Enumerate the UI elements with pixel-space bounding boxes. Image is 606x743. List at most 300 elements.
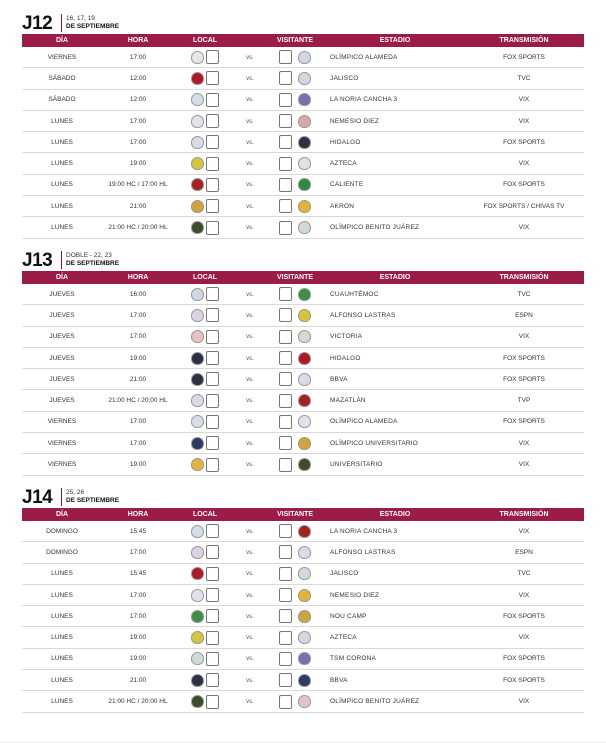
vs-label: vs.	[246, 225, 254, 232]
local-score-box[interactable]	[206, 567, 219, 581]
versus	[236, 217, 264, 238]
match-row	[22, 648, 584, 669]
vs-label: vs.	[246, 312, 254, 319]
local-crest-icon	[191, 546, 204, 559]
broadcaster: ESPN	[464, 305, 584, 326]
local-team	[174, 584, 236, 605]
away-score-box[interactable]	[279, 178, 292, 192]
away-score-box[interactable]	[279, 221, 292, 235]
local-team	[174, 89, 236, 110]
jornada-title: J12	[22, 13, 53, 34]
local-team	[174, 411, 236, 432]
match-day: VIERNES	[22, 433, 102, 454]
match-time: 12:00	[102, 89, 174, 110]
away-team	[264, 627, 326, 648]
vs-label: vs.	[246, 139, 254, 146]
versus	[236, 411, 264, 432]
away-score-box[interactable]	[279, 135, 292, 149]
match-row	[22, 217, 584, 238]
local-score-box[interactable]	[206, 71, 219, 85]
away-crest-icon	[298, 525, 311, 538]
stadium: HIDALGO	[326, 132, 464, 153]
match-day: LUNES	[22, 563, 102, 584]
local-score-box[interactable]	[206, 114, 219, 128]
away-score-box[interactable]	[279, 308, 292, 322]
match-row	[22, 196, 584, 217]
versus	[236, 691, 264, 712]
versus	[236, 89, 264, 110]
header-hora: HORA	[102, 34, 174, 47]
match-row	[22, 174, 584, 195]
away-crest-icon	[298, 51, 311, 64]
local-score-box[interactable]	[206, 221, 219, 235]
local-team	[174, 305, 236, 326]
versus	[236, 454, 264, 475]
match-day: JUEVES	[22, 326, 102, 347]
versus	[236, 433, 264, 454]
match-row	[22, 68, 584, 89]
match-day: LUNES	[22, 153, 102, 174]
vs-label: vs.	[246, 419, 254, 426]
stadium: ALFONSO LASTRAS	[326, 305, 464, 326]
broadcaster: VIX	[464, 153, 584, 174]
away-score-box[interactable]	[279, 71, 292, 85]
match-row	[22, 110, 584, 131]
match-day: LUNES	[22, 217, 102, 238]
header-row	[22, 271, 584, 284]
broadcaster: TVC	[464, 68, 584, 89]
match-row	[22, 369, 584, 390]
away-score-box[interactable]	[279, 114, 292, 128]
local-team	[174, 174, 236, 195]
versus	[236, 153, 264, 174]
match-row	[22, 691, 584, 712]
local-score-box[interactable]	[206, 157, 219, 171]
match-row	[22, 153, 584, 174]
header-row	[22, 34, 584, 47]
away-team	[264, 326, 326, 347]
local-crest-icon	[191, 373, 204, 386]
vs-label: vs.	[246, 440, 254, 447]
away-crest-icon	[298, 610, 311, 623]
away-team	[264, 606, 326, 627]
local-score-box[interactable]	[206, 93, 219, 107]
local-score-box[interactable]	[206, 545, 219, 559]
local-score-box[interactable]	[206, 372, 219, 386]
away-team	[264, 691, 326, 712]
broadcaster: FOX SPORTS	[464, 670, 584, 691]
away-score-box[interactable]	[279, 157, 292, 171]
match-day: JUEVES	[22, 347, 102, 368]
away-score-box[interactable]	[279, 631, 292, 645]
local-score-box[interactable]	[206, 415, 219, 429]
match-day: DOMINGO	[22, 542, 102, 563]
local-team	[174, 691, 236, 712]
away-crest-icon	[298, 115, 311, 128]
local-score-box[interactable]	[206, 394, 219, 408]
away-crest-icon	[298, 288, 311, 301]
header-dia: DÍA	[22, 34, 102, 47]
match-row	[22, 284, 584, 305]
header-local: LOCAL	[174, 508, 236, 521]
header-local: LOCAL	[174, 271, 236, 284]
match-row	[22, 132, 584, 153]
match-time: 17:00	[102, 47, 174, 68]
away-crest-icon	[298, 631, 311, 644]
match-time: 15:45	[102, 563, 174, 584]
match-time: 12:00	[102, 68, 174, 89]
stadium: LA NORIA CANCHA 3	[326, 89, 464, 110]
match-day: JUEVES	[22, 390, 102, 411]
away-crest-icon	[298, 373, 311, 386]
stadium: HIDALGO	[326, 347, 464, 368]
away-score-box[interactable]	[279, 673, 292, 687]
jornada-dates	[66, 15, 119, 31]
stadium: ALFONSO LASTRAS	[326, 542, 464, 563]
stadium: MAZATLÁN	[326, 390, 464, 411]
away-score-box[interactable]	[279, 372, 292, 386]
match-day: JUEVES	[22, 284, 102, 305]
match-row	[22, 670, 584, 691]
away-crest-icon	[298, 674, 311, 687]
stadium: OLÍMPICO ALAMEDA	[326, 411, 464, 432]
away-team	[264, 390, 326, 411]
away-team	[264, 153, 326, 174]
away-crest-icon	[298, 200, 311, 213]
match-time: 19:00	[102, 347, 174, 368]
versus	[236, 68, 264, 89]
away-score-box[interactable]	[279, 93, 292, 107]
broadcaster: FOX SPORTS	[464, 606, 584, 627]
away-score-box[interactable]	[279, 199, 292, 213]
away-score-box[interactable]	[279, 695, 292, 709]
header-hora: HORA	[102, 271, 174, 284]
match-time: 21:00 HC / 20:00 HL	[102, 390, 174, 411]
away-score-box[interactable]	[279, 524, 292, 538]
local-team	[174, 648, 236, 669]
local-crest-icon	[191, 309, 204, 322]
match-time: 21:00 HC / 20:00 HL	[102, 217, 174, 238]
local-crest-icon	[191, 136, 204, 149]
local-crest-icon	[191, 51, 204, 64]
local-score-box[interactable]	[206, 458, 219, 472]
header-transmision: TRANSMISIÓN	[464, 34, 584, 47]
away-score-box[interactable]	[279, 458, 292, 472]
header-estadio: ESTADIO	[326, 271, 464, 284]
away-team	[264, 454, 326, 475]
away-crest-icon	[298, 178, 311, 191]
broadcaster: TVP	[464, 390, 584, 411]
versus	[236, 196, 264, 217]
stadium: OLÍMPICO BENITO JUÁREZ	[326, 691, 464, 712]
local-team	[174, 68, 236, 89]
vs-label: vs.	[246, 182, 254, 189]
versus	[236, 648, 264, 669]
versus	[236, 627, 264, 648]
local-team	[174, 347, 236, 368]
stadium: NEMESIO DIEZ	[326, 110, 464, 131]
match-day: LUNES	[22, 627, 102, 648]
match-day: JUEVES	[22, 369, 102, 390]
away-score-box[interactable]	[279, 351, 292, 365]
away-score-box[interactable]	[279, 50, 292, 64]
away-crest-icon	[298, 93, 311, 106]
match-row	[22, 347, 584, 368]
away-crest-icon	[298, 652, 311, 665]
stadium: OLÍMPICO UNIVERSITARIO	[326, 433, 464, 454]
stadium: BBVA	[326, 369, 464, 390]
local-score-box[interactable]	[206, 135, 219, 149]
versus	[236, 305, 264, 326]
away-team	[264, 196, 326, 217]
away-team	[264, 47, 326, 68]
local-crest-icon	[191, 200, 204, 213]
away-score-box[interactable]	[279, 545, 292, 559]
jornada-header	[22, 14, 584, 34]
match-day: LUNES	[22, 606, 102, 627]
header-visitante: VISITANTE	[264, 271, 326, 284]
local-score-box[interactable]	[206, 199, 219, 213]
title-separator	[61, 251, 62, 269]
header-visitante: VISITANTE	[264, 508, 326, 521]
local-score-box[interactable]	[206, 287, 219, 301]
away-score-box[interactable]	[279, 330, 292, 344]
match-day: JUEVES	[22, 305, 102, 326]
match-time: 21:00 HC / 20:00 HL	[102, 691, 174, 712]
match-day: LUNES	[22, 174, 102, 195]
match-row	[22, 521, 584, 542]
local-score-box[interactable]	[206, 695, 219, 709]
away-crest-icon	[298, 567, 311, 580]
versus	[236, 390, 264, 411]
stadium: NOU CAMP	[326, 606, 464, 627]
away-score-box[interactable]	[279, 588, 292, 602]
local-crest-icon	[191, 115, 204, 128]
jornada-header	[22, 251, 584, 271]
broadcaster: FOX SPORTS	[464, 47, 584, 68]
away-team	[264, 563, 326, 584]
match-time: 19:00 HC / 17:00 HL	[102, 174, 174, 195]
match-time: 17:00	[102, 326, 174, 347]
vs-label: vs.	[246, 462, 254, 469]
local-crest-icon	[191, 695, 204, 708]
vs-label: vs.	[246, 118, 254, 125]
jornada-days: 25, 26	[66, 489, 85, 496]
broadcaster: VIX	[464, 627, 584, 648]
versus	[236, 326, 264, 347]
versus	[236, 606, 264, 627]
local-crest-icon	[191, 394, 204, 407]
match-day: VIERNES	[22, 47, 102, 68]
away-crest-icon	[298, 458, 311, 471]
jornada-dates	[66, 252, 119, 268]
jornada-month: DE SEPTIEMBRE	[66, 23, 120, 30]
match-day: LUNES	[22, 691, 102, 712]
away-team	[264, 369, 326, 390]
local-crest-icon	[191, 458, 204, 471]
local-score-box[interactable]	[206, 588, 219, 602]
local-score-box[interactable]	[206, 631, 219, 645]
match-day: DOMINGO	[22, 521, 102, 542]
local-score-box[interactable]	[206, 652, 219, 666]
away-team	[264, 110, 326, 131]
header-estadio: ESTADIO	[326, 508, 464, 521]
header-hora: HORA	[102, 508, 174, 521]
away-team	[264, 411, 326, 432]
vs-label: vs.	[246, 656, 254, 663]
away-score-box[interactable]	[279, 567, 292, 581]
match-day: LUNES	[22, 196, 102, 217]
vs-label: vs.	[246, 398, 254, 405]
jornada-days: DOBLE - 22, 23	[66, 252, 112, 259]
broadcaster: FOX SPORTS / CHIVAS TV	[464, 196, 584, 217]
stadium: LA NORIA CANCHA 3	[326, 521, 464, 542]
header-vs	[236, 508, 264, 521]
match-time: 15:45	[102, 521, 174, 542]
versus	[236, 347, 264, 368]
away-crest-icon	[298, 546, 311, 559]
broadcaster: VIX	[464, 89, 584, 110]
local-team	[174, 369, 236, 390]
local-team	[174, 132, 236, 153]
schedule-table	[22, 508, 584, 713]
local-team	[174, 454, 236, 475]
broadcaster: VIX	[464, 691, 584, 712]
match-time: 19:00	[102, 648, 174, 669]
match-time: 17:00	[102, 606, 174, 627]
match-row	[22, 454, 584, 475]
match-row	[22, 89, 584, 110]
local-crest-icon	[191, 93, 204, 106]
local-crest-icon	[191, 631, 204, 644]
match-time: 17:00	[102, 132, 174, 153]
versus	[236, 670, 264, 691]
match-day: VIERNES	[22, 454, 102, 475]
vs-label: vs.	[246, 97, 254, 104]
match-row	[22, 411, 584, 432]
versus	[236, 521, 264, 542]
match-row	[22, 627, 584, 648]
local-team	[174, 542, 236, 563]
local-crest-icon	[191, 652, 204, 665]
local-crest-icon	[191, 674, 204, 687]
match-row	[22, 542, 584, 563]
match-time: 17:00	[102, 305, 174, 326]
match-row	[22, 305, 584, 326]
versus	[236, 542, 264, 563]
stadium: AKRON	[326, 196, 464, 217]
schedule-table	[22, 271, 584, 476]
local-score-box[interactable]	[206, 436, 219, 450]
broadcaster: VIX	[464, 521, 584, 542]
broadcaster: VIX	[464, 110, 584, 131]
broadcaster: TVC	[464, 284, 584, 305]
match-row	[22, 584, 584, 605]
away-crest-icon	[298, 437, 311, 450]
broadcaster: FOX SPORTS	[464, 369, 584, 390]
match-time: 17:00	[102, 542, 174, 563]
match-day: LUNES	[22, 110, 102, 131]
broadcaster: VIX	[464, 584, 584, 605]
local-score-box[interactable]	[206, 308, 219, 322]
away-team	[264, 648, 326, 669]
match-time: 16:00	[102, 284, 174, 305]
away-crest-icon	[298, 309, 311, 322]
away-crest-icon	[298, 352, 311, 365]
away-score-box[interactable]	[279, 652, 292, 666]
local-score-box[interactable]	[206, 330, 219, 344]
match-day: SÁBADO	[22, 89, 102, 110]
local-score-box[interactable]	[206, 178, 219, 192]
vs-label: vs.	[246, 677, 254, 684]
jornada-title: J13	[22, 250, 53, 271]
away-score-box[interactable]	[279, 394, 292, 408]
away-score-box[interactable]	[279, 415, 292, 429]
match-row	[22, 47, 584, 68]
match-time: 21:00	[102, 196, 174, 217]
header-vs	[236, 271, 264, 284]
match-time: 21:00	[102, 369, 174, 390]
jornada-month: DE SEPTIEMBRE	[66, 260, 120, 267]
local-score-box[interactable]	[206, 673, 219, 687]
versus	[236, 132, 264, 153]
broadcaster: VIX	[464, 454, 584, 475]
stadium: JALISCO	[326, 68, 464, 89]
vs-label: vs.	[246, 592, 254, 599]
broadcaster: TVC	[464, 563, 584, 584]
match-day: LUNES	[22, 132, 102, 153]
match-day: VIERNES	[22, 411, 102, 432]
vs-label: vs.	[246, 355, 254, 362]
jornada-days: 16, 17, 19	[66, 15, 95, 22]
away-team	[264, 132, 326, 153]
local-team	[174, 390, 236, 411]
local-score-box[interactable]	[206, 609, 219, 623]
jornada-month: DE SEPTIEMBRE	[66, 497, 120, 504]
local-crest-icon	[191, 352, 204, 365]
away-score-box[interactable]	[279, 609, 292, 623]
broadcaster: ESPN	[464, 542, 584, 563]
local-score-box[interactable]	[206, 50, 219, 64]
local-score-box[interactable]	[206, 351, 219, 365]
stadium: OLÍMPICO BENITO JUÁREZ	[326, 217, 464, 238]
local-crest-icon	[191, 610, 204, 623]
broadcaster: VIX	[464, 433, 584, 454]
stadium: NEMESIO DIEZ	[326, 584, 464, 605]
local-team	[174, 627, 236, 648]
header-vs	[236, 34, 264, 47]
vs-label: vs.	[246, 203, 254, 210]
match-time: 17:00	[102, 433, 174, 454]
away-team	[264, 433, 326, 454]
away-team	[264, 347, 326, 368]
match-row	[22, 563, 584, 584]
away-score-box[interactable]	[279, 287, 292, 301]
away-team	[264, 670, 326, 691]
versus	[236, 369, 264, 390]
local-crest-icon	[191, 567, 204, 580]
versus	[236, 47, 264, 68]
local-score-box[interactable]	[206, 524, 219, 538]
local-crest-icon	[191, 178, 204, 191]
away-crest-icon	[298, 72, 311, 85]
match-time: 17:00	[102, 411, 174, 432]
match-time: 17:00	[102, 584, 174, 605]
stadium: VICTORIA	[326, 326, 464, 347]
stadium: UNIVERSITARIO	[326, 454, 464, 475]
away-score-box[interactable]	[279, 436, 292, 450]
away-team	[264, 305, 326, 326]
